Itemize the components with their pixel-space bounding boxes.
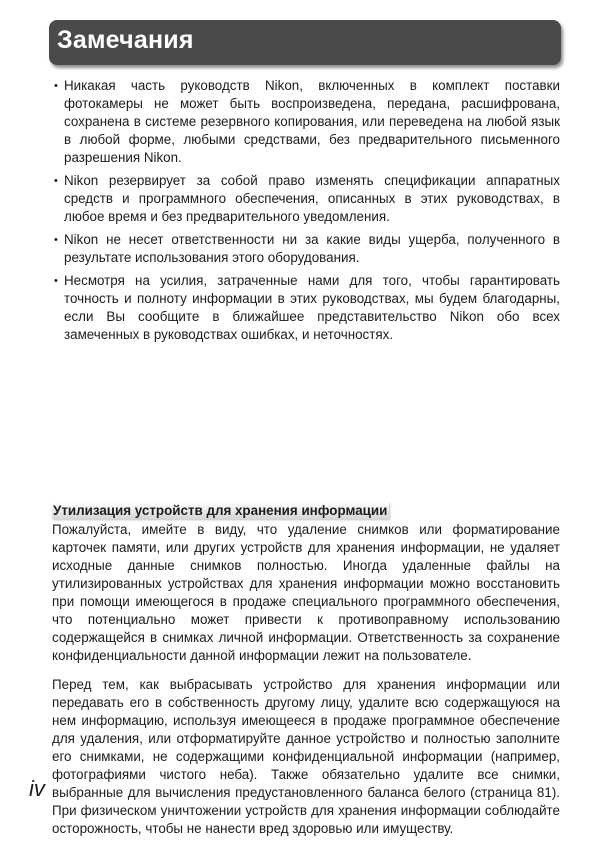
bullet-icon: • (54, 234, 58, 246)
page-title: Замечания (57, 26, 194, 54)
note-item (52, 172, 560, 226)
note-item (52, 272, 560, 344)
bullet-icon: • (54, 175, 58, 187)
note-text: Nikon не несет ответственности ни за какие виды ущерба, полученного в результате использования этого оборудования. (64, 232, 560, 265)
section-heading: Утилизация устройств для хранения информации (53, 503, 388, 518)
section-paragraph: Перед тем, как выбрасывать устройство для хранения информации или передавать его в собственность другому лицу, удалите всю содержащуюся на нем информацию, используя имеющееся в продаже программное обеспечение для удаления, или отформатируйте данное устройство и полностью заполните его снимками, не содержащими конфиденциальной информации (например, фотографиями чистого неба). Также обязательно удалите все снимки, выбранные для вычисления предустановленного баланса белого (страница 81). При физическом уничтожении устройств для хранения информации соблюдайте осторожность, чтобы не нанести вред здоровью или имуществу. (52, 677, 560, 836)
storage-disposal-section (52, 502, 560, 849)
note-text: Nikon резервирует за собой право изменять спецификации аппаратных средств и программного обеспечения, описанных в этих руководствах, в любое время и без предварительного уведомления. (64, 173, 560, 224)
section-paragraph: Пожалуйста, имейте в виду, что удаление снимков или форматирование карточек памяти, или других устройств для хранения информации, не удаляет исходные данные снимков полностью. Иногда удаленные файлы на утилизированных устройствах для хранения информации можно восстановить при помощи имеющегося в продаже специального программного обеспечения, что потенциально может привести к противоправному использованию содержащейся в снимках личной информации. Ответственность за сохранение конфиденциальности данной информации лежит на пользователе. (52, 522, 560, 663)
bullet-icon: • (54, 275, 58, 287)
notes-list (52, 77, 560, 349)
bullet-icon: • (54, 80, 58, 92)
note-item (52, 77, 560, 167)
page-header-bar (49, 20, 561, 65)
note-item (52, 231, 560, 267)
note-text: Никакая часть руководств Nikon, включенных в комплект поставки фотокамеры не может быть воспроизведена, передана, расшифрована, сохранена в системе резервного копирования, или переведена на любой язык в любой форме, любыми средствами, без предварительного письменного разрешения Nikon. (64, 78, 560, 165)
note-text: Несмотря на усилия, затраченные нами для того, чтобы гарантировать точность и полноту информации в этих руководствах, мы будем благодарны, если Вы сообщите в ближайшее представительство Nikon обо всех замеченных в руководствах ошибках, и неточностях. (64, 273, 560, 342)
page-number: iv (29, 776, 45, 801)
